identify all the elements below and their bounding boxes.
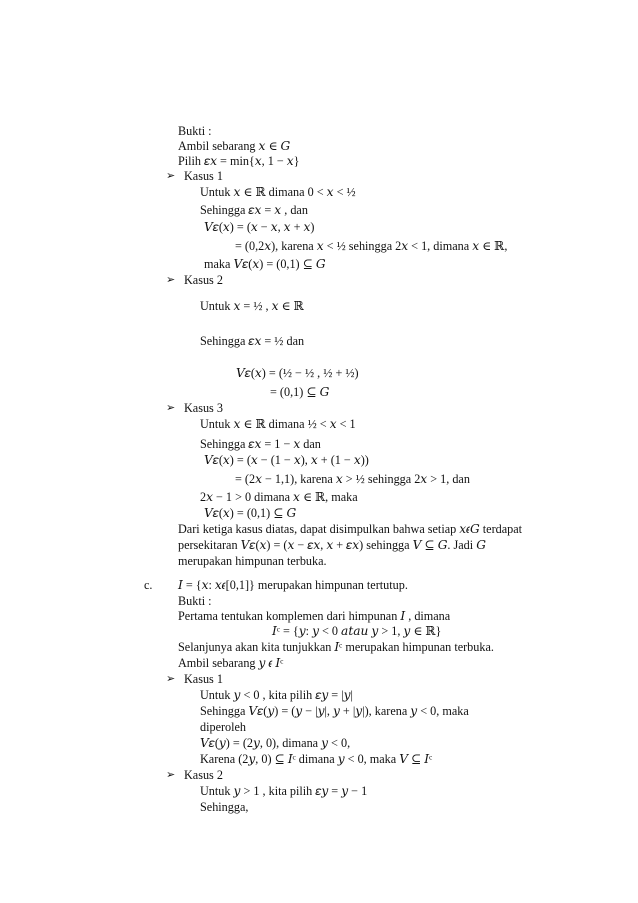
- math-line: 𝐼ᶜ = {𝑦: 𝑦 < 0 𝑎𝑡𝑎𝑢 𝑦 > 1, 𝑦 ∈ ℝ}: [272, 624, 442, 638]
- item-label-c: c.: [144, 578, 153, 592]
- text-line: Selanjunya akan kita tunjukkan 𝐼ᶜ merupakan himpunan terbuka.: [178, 640, 494, 654]
- text-line: Sehingga 𝜀𝑥 = 𝑥 , dan: [200, 203, 308, 217]
- math-line: = (0,2𝑥), karena 𝑥 < ½ sehingga 2𝑥 < 1, dimana 𝑥 ∈ ℝ,: [235, 239, 508, 253]
- text-line: Karena (2𝑦, 0) ⊆ 𝐼ᶜ dimana 𝑦 < 0, maka 𝑉 ⊆ 𝐼ᶜ: [200, 752, 433, 766]
- case-heading: Kasus 1: [184, 672, 223, 686]
- text-line: diperoleh: [200, 720, 247, 734]
- text-line: Pilih 𝜀𝑥 = min{𝑥, 1 − 𝑥}: [178, 154, 300, 168]
- text-line: Sehingga 𝜀𝑥 = ½ dan: [200, 334, 305, 348]
- conclusion-line: Dari ketiga kasus diatas, dapat disimpulkan bahwa setiap 𝑥𝜖𝐺 terdapat: [178, 522, 523, 536]
- item-statement: 𝐼 = {𝑥: 𝑥𝜖[0,1]} merupakan himpunan tertutup.: [178, 578, 408, 592]
- math-line: = (2𝑥 − 1,1), karena 𝑥 > ½ sehingga 2𝑥 > 1, dan: [235, 472, 470, 486]
- math-line: 𝑉𝜀(𝑥) = (½ − ½ , ½ + ½): [236, 366, 359, 380]
- conclusion-line: merupakan himpunan terbuka.: [178, 554, 327, 568]
- text-line: Untuk 𝑦 < 0 , kita pilih 𝜀𝑦 = |𝑦|: [200, 688, 353, 702]
- arrow-bullet-icon: ➢: [166, 401, 176, 414]
- text-line: Sehingga,: [200, 800, 249, 814]
- math-line: 𝑉𝜀(𝑥) = (𝑥 − (1 − 𝑥), 𝑥 + (1 − 𝑥)): [204, 453, 369, 467]
- case-heading: Kasus 2: [184, 273, 223, 287]
- arrow-bullet-icon: ➢: [166, 273, 176, 286]
- arrow-bullet-icon: ➢: [166, 169, 176, 182]
- math-line: 2𝑥 − 1 > 0 dimana 𝑥 ∈ ℝ, maka: [200, 490, 358, 504]
- math-line: 𝑉𝜀(𝑥) = (0,1) ⊆ 𝐺: [204, 506, 297, 520]
- case-heading: Kasus 3: [184, 401, 223, 415]
- proof-label: Bukti :: [178, 594, 212, 608]
- arrow-bullet-icon: ➢: [166, 768, 176, 781]
- text-line: Pertama tentukan komplemen dari himpunan 𝐼 , dimana: [178, 609, 451, 623]
- text-line: Untuk 𝑥 ∈ ℝ dimana 0 < 𝑥 < ½: [200, 185, 356, 199]
- text-line: Untuk 𝑦 > 1 , kita pilih 𝜀𝑦 = 𝑦 − 1: [200, 784, 368, 798]
- math-line: = (0,1) ⊆ 𝐺: [270, 385, 330, 399]
- case-heading: Kasus 1: [184, 169, 223, 183]
- text-line: Untuk 𝑥 ∈ ℝ dimana ½ < 𝑥 < 1: [200, 417, 356, 431]
- text-line: Ambil sebarang 𝑦 𝜖 𝐼ᶜ: [178, 656, 284, 670]
- conclusion-line: persekitaran 𝑉𝜀(𝑥) = (𝑥 − 𝜀𝑥, 𝑥 + 𝜀𝑥) sehingga 𝑉 ⊆ 𝐺. Jadi 𝐺: [178, 538, 486, 552]
- math-line: 𝑉𝜀(𝑥) = (𝑥 − 𝑥, 𝑥 + 𝑥): [204, 220, 315, 234]
- text-line: Sehingga 𝑉𝜀(𝑦) = (𝑦 − |𝑦|, 𝑦 + |𝑦|), karena 𝑦 < 0, maka: [200, 704, 469, 718]
- case-heading: Kasus 2: [184, 768, 223, 782]
- math-line: maka 𝑉𝜀(𝑥) = (0,1) ⊆ 𝐺: [204, 257, 326, 271]
- text-line: Ambil sebarang 𝑥 ∈ 𝐺: [178, 139, 291, 153]
- math-line: 𝑉𝜀(𝑦) = (2𝑦, 0), dimana 𝑦 < 0,: [200, 736, 351, 750]
- proof-label: Bukti :: [178, 124, 212, 138]
- arrow-bullet-icon: ➢: [166, 672, 176, 685]
- text-line: Untuk 𝑥 = ½ , 𝑥 ∈ ℝ: [200, 299, 304, 313]
- text-line: Sehingga 𝜀𝑥 = 1 − 𝑥 dan: [200, 437, 321, 451]
